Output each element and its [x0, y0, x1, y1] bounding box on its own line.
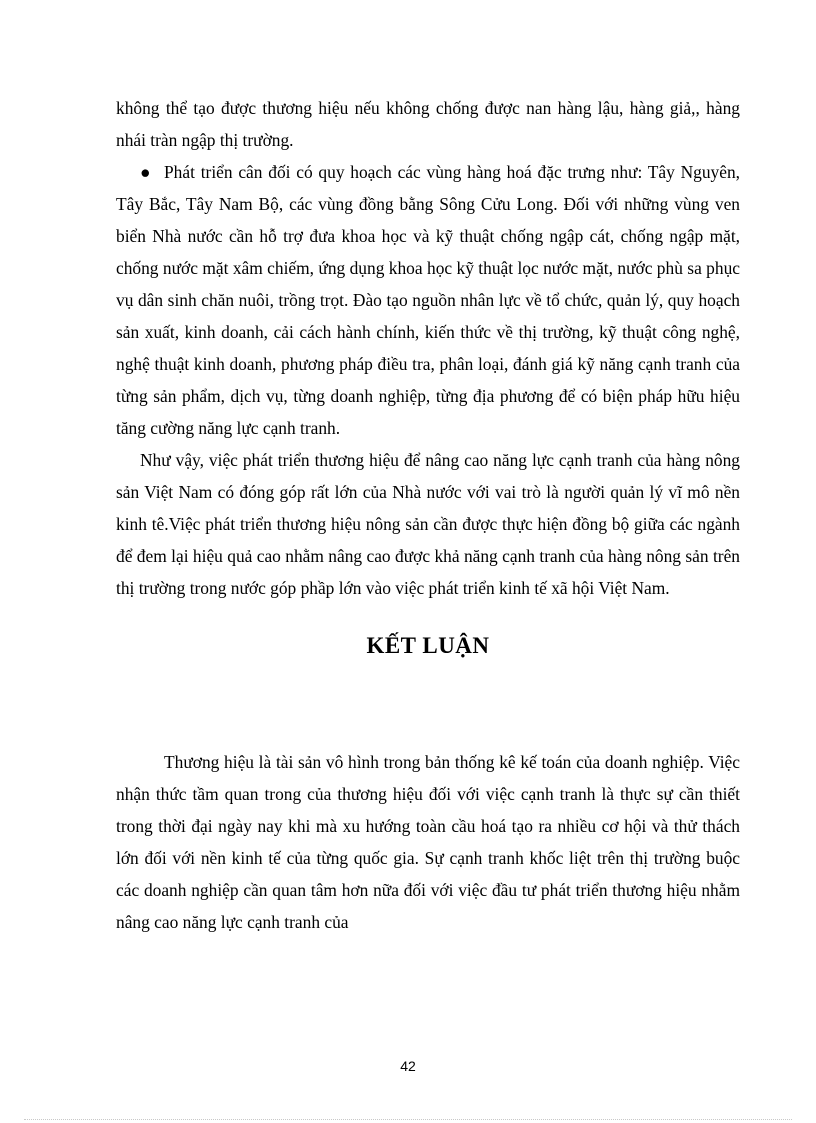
section-heading: KẾT LUẬN — [366, 633, 490, 658]
paragraph-continuation: không thể tạo được thương hiệu nếu không chống được nan hàng lậu, hàng giả,, hàng nhái tràn ngập thị trường. — [116, 98, 740, 150]
paragraph-conclusion: Thương hiệu là tài sản vô hình trong bản thống kê kế toán của doanh nghiệp. Việc nhận thức tầm quan trong của thương hiệu đối với việc cạnh tranh là thực sự cần thiết trong thời đại ngày nay khi mà xu hướng toàn cầu hoá tạo ra nhiều cơ hội và thử thách lớn đối với nền kinh tế của từng quốc gia. Sự cạnh tranh khốc liệt trên thị trường buộc các doanh nghiệp cần quan tâm hơn nữa đối với việc đầu tư phát triển thương hiệu nhằm nâng cao năng lực cạnh tranh của — [116, 752, 740, 932]
bullet-dot-icon: ● — [140, 162, 151, 182]
section-spacer — [116, 666, 740, 746]
page-number: 42 — [400, 1058, 416, 1074]
document-page — [116, 92, 740, 938]
bullet-paragraph-text: Phát triển cân đối có quy hoạch các vùng hàng hoá đặc trưng như: Tây Nguyên, Tây Bắc, Tây Nam Bộ, các vùng đồng bằng Sông Cửu Long. Đối với những vùng ven biển Nhà nước cần hỗ trợ đưa khoa học và kỹ thuật chống ngập cát, chống ngập mặt, chống nước mặt xâm chiếm, ứng dụng khoa học kỹ thuật lọc nước mặt, nước phù sa phục vụ dân sinh chăn nuôi, trồng trọt. Đào tạo nguồn nhân lực về tổ chức, quản lý, quy hoạch sản xuất, kinh doanh, cải cách hành chính, kiến thức về thị trường, kỹ thuật công nghệ, nghệ thuật kinh doanh, phương pháp điều tra, phân loại, đánh giá kỹ năng cạnh tranh của từng sản phẩm, dịch vụ, từng doanh nghiệp, từng địa phương để có biện pháp hữu hiệu tăng cường năng lực cạnh tranh. — [116, 162, 740, 438]
bullet-paragraph — [116, 156, 740, 444]
paragraph-summary: Như vậy, việc phát triển thương hiệu để nâng cao năng lực cạnh tranh của hàng nông sản Việt Nam có đóng góp rất lớn của Nhà nước với vai trò là người quản lý vĩ mô nền kinh tê.Việc phát triển thương hiệu nông sản cần được thực hiện đồng bộ giữa các ngành để đem lại hiệu quả cao nhằm nâng cao được khả năng cạnh tranh của hàng nông sản trên thị trường trong nước góp phầp lớn vào việc phát triển kinh tế xã hội Việt Nam. — [116, 450, 740, 598]
footer-divider — [24, 1119, 792, 1120]
